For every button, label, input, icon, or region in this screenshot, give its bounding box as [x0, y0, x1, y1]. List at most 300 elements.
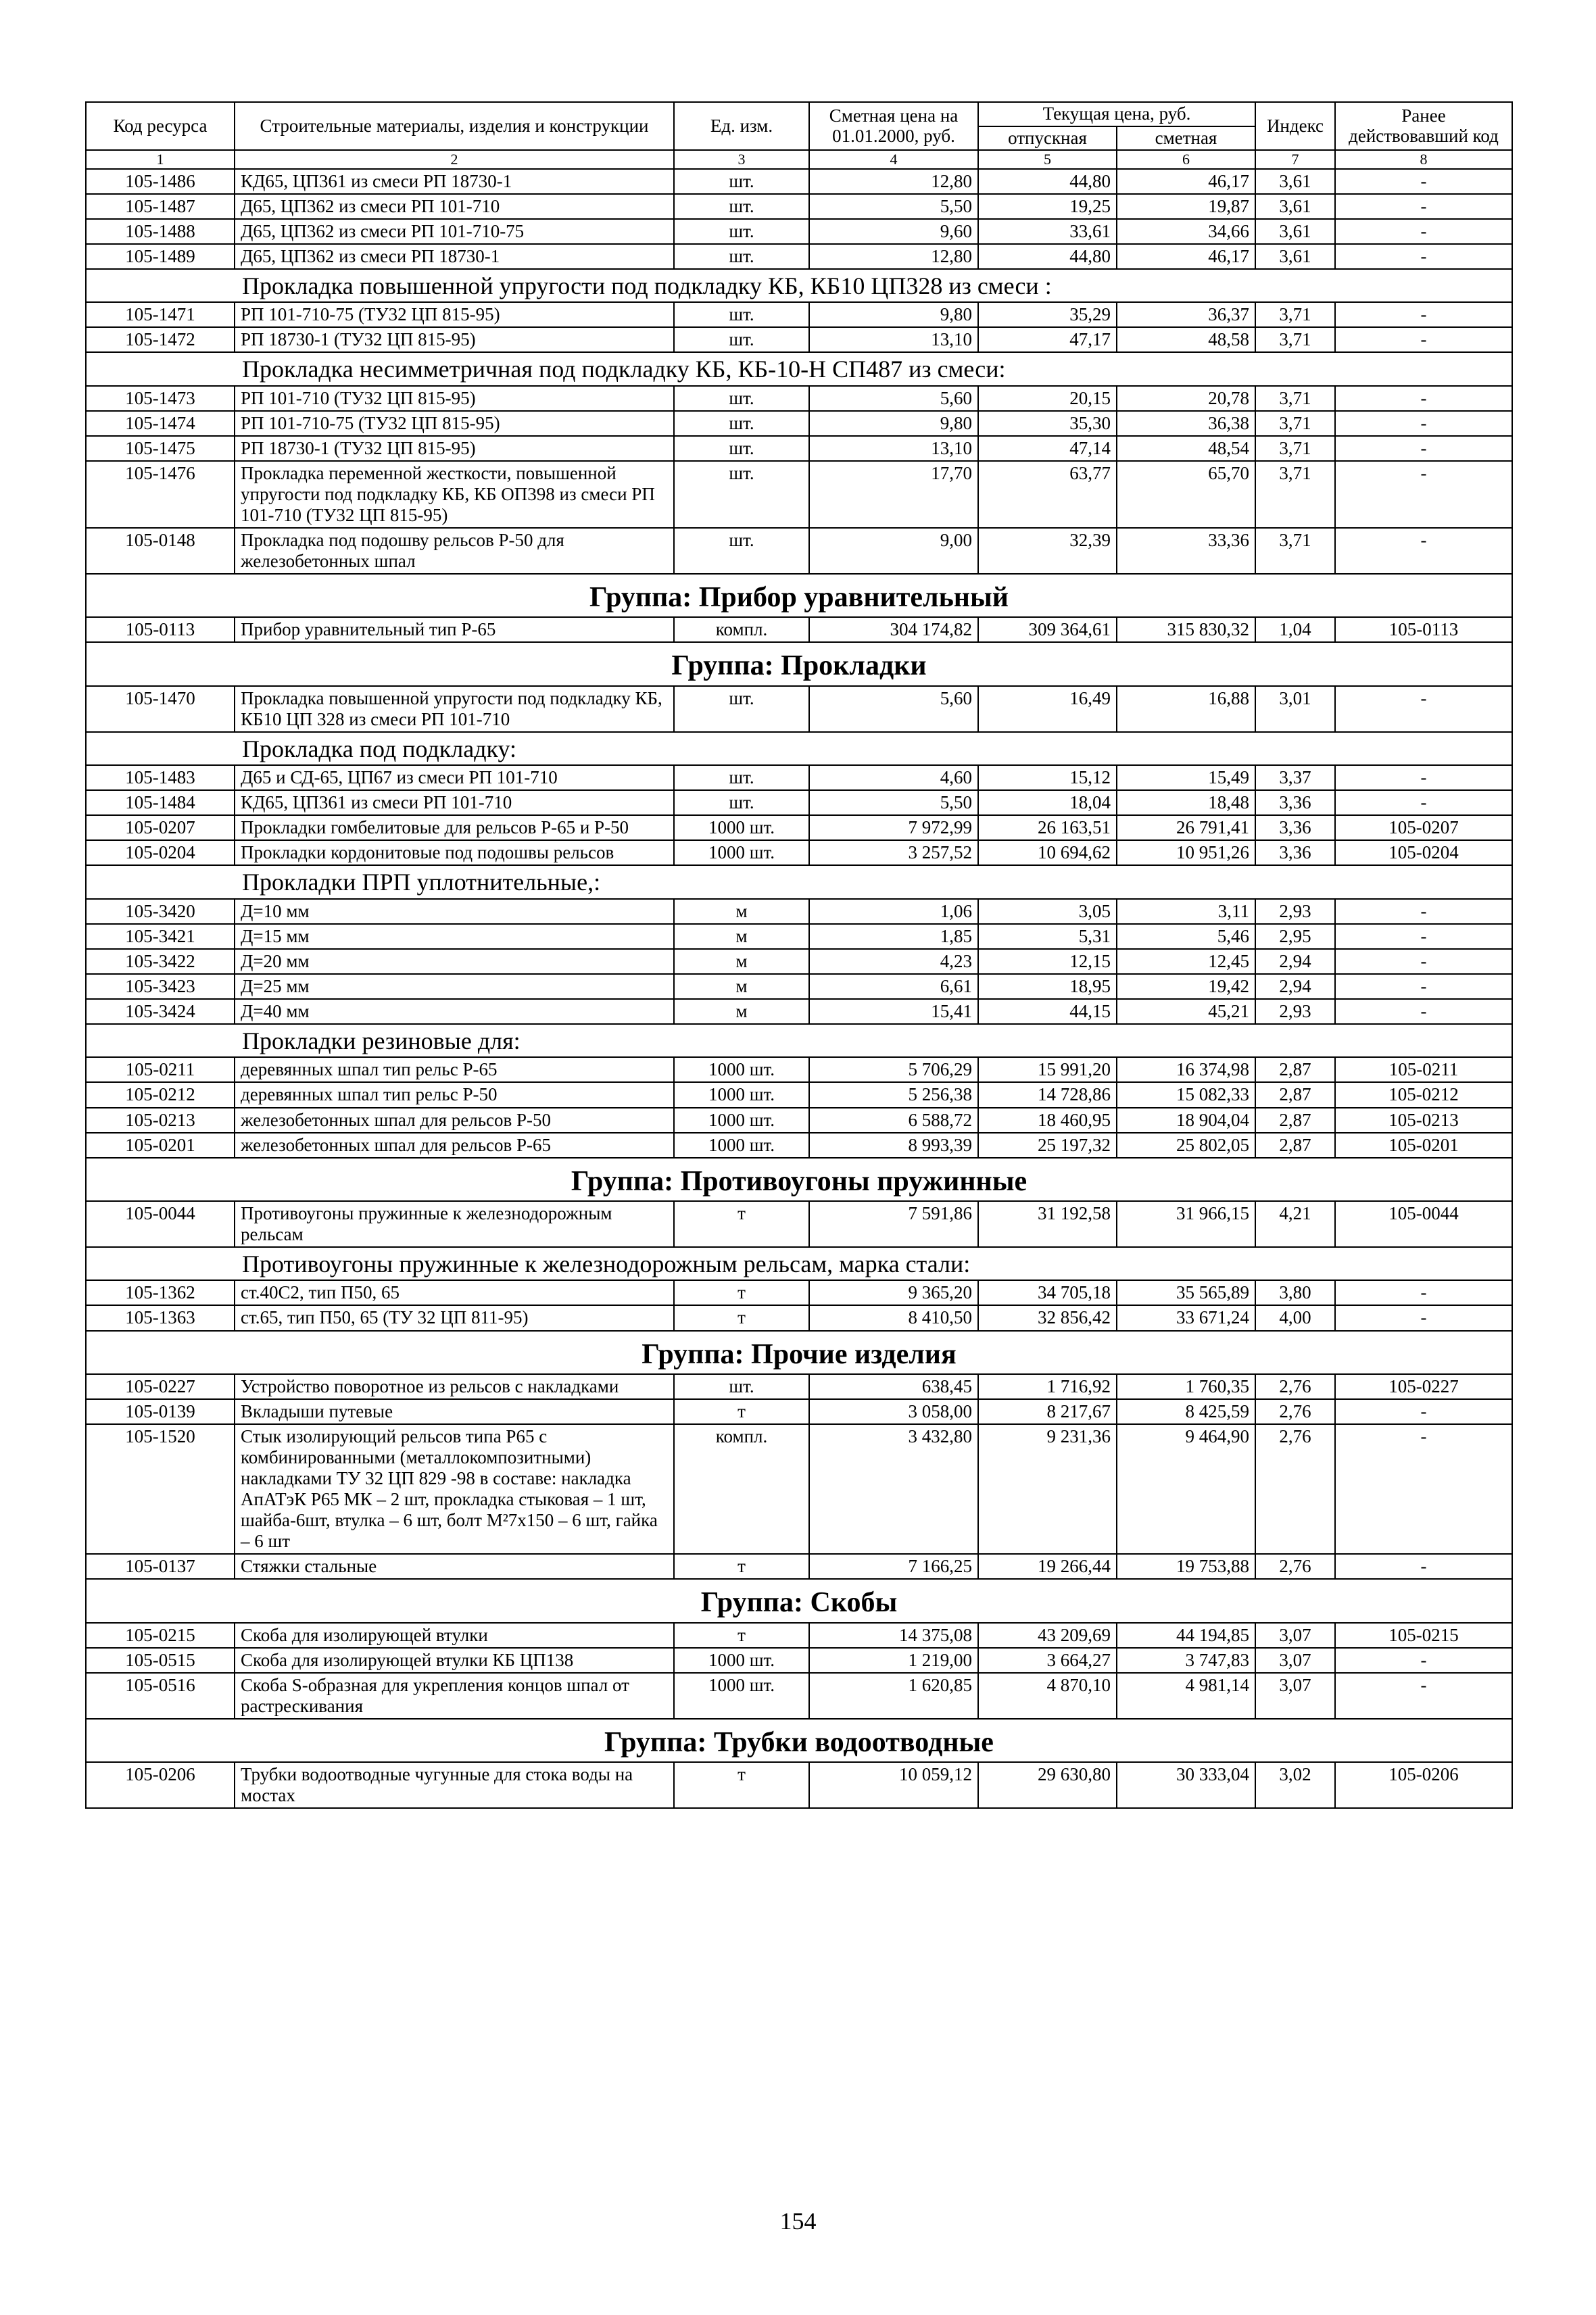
material-name-cell: РП 101-710 (ТУ32 ЦП 815-95)	[235, 386, 674, 411]
price-index-cell: 2,93	[1255, 899, 1335, 924]
release-price-cell: 16,49	[978, 686, 1117, 732]
price-index-cell: 3,71	[1255, 436, 1335, 461]
previous-code-cell: 105-0227	[1335, 1374, 1512, 1399]
base-price-cell: 14 375,08	[809, 1623, 978, 1648]
base-price-cell: 13,10	[809, 327, 978, 352]
material-name-cell: Вкладыши путевые	[235, 1399, 674, 1424]
subgroup-heading-row	[86, 269, 1512, 302]
material-name-cell: Д65 и СД-65, ЦП67 из смеси РП 101-710	[235, 765, 674, 790]
previous-code-cell: -	[1335, 999, 1512, 1024]
table-row	[86, 1762, 1512, 1808]
subgroup-heading: Прокладка под подкладку:	[86, 732, 1512, 765]
group-heading: Группа: Трубки водоотводные	[86, 1719, 1512, 1762]
release-price-cell: 47,14	[978, 436, 1117, 461]
material-name-cell: Д=40 мм	[235, 999, 674, 1024]
estimate-price-cell: 16 374,98	[1117, 1057, 1255, 1082]
release-price-cell: 18 460,95	[978, 1108, 1117, 1133]
table-row	[86, 1082, 1512, 1107]
unit-cell: компл.	[674, 1424, 809, 1554]
table-row	[86, 974, 1512, 999]
resource-code-cell: 105-1489	[86, 244, 235, 269]
base-price-cell: 638,45	[809, 1374, 978, 1399]
price-index-cell: 2,87	[1255, 1082, 1335, 1107]
unit-cell: шт.	[674, 302, 809, 327]
table-row	[86, 528, 1512, 574]
price-index-cell: 3,80	[1255, 1280, 1335, 1305]
resource-code-cell: 105-0201	[86, 1133, 235, 1158]
material-name-cell: железобетонных шпал для рельсов Р-50	[235, 1108, 674, 1133]
estimate-price-cell: 46,17	[1117, 169, 1255, 194]
unit-cell: шт.	[674, 790, 809, 815]
page-number: 154	[779, 2208, 817, 2235]
subgroup-heading: Прокладка повышенной упругости под подкладку КБ, КБ10 ЦП328 из смеси :	[86, 269, 1512, 302]
base-price-cell: 5,60	[809, 386, 978, 411]
material-name-cell: Стык изолирующий рельсов типа Р65 с комбинированными (металлокомпозитными) накладками ТУ 32 ЦП 829 -98 в составе: накладка АпАТэК Р65 МК – 2 шт, прокладка стыковая – 1 шт, шайба-6шт, втулка – 6 шт, болт М²7х150 – 6 шт, гайка – 6 шт	[235, 1424, 674, 1554]
group-heading: Группа: Прочие изделия	[86, 1331, 1512, 1374]
previous-code-cell: -	[1335, 1305, 1512, 1330]
col-number: 7	[1255, 150, 1335, 168]
base-price-cell: 304 174,82	[809, 617, 978, 642]
group-heading: Группа: Скобы	[86, 1579, 1512, 1622]
previous-code-cell: -	[1335, 1399, 1512, 1424]
subgroup-heading: Прокладка несимметричная под подкладку КБ, КБ-10-Н СП487 из смеси:	[86, 352, 1512, 385]
price-index-cell: 3,61	[1255, 244, 1335, 269]
estimate-price-cell: 46,17	[1117, 244, 1255, 269]
table-row	[86, 790, 1512, 815]
price-index-cell: 2,76	[1255, 1424, 1335, 1554]
col-number: 6	[1117, 150, 1255, 168]
price-index-cell: 3,36	[1255, 815, 1335, 840]
col-name-header: Строительные материалы, изделия и конструкции	[235, 102, 674, 150]
base-price-cell: 9,60	[809, 219, 978, 244]
table-row	[86, 924, 1512, 949]
resource-code-cell: 105-1486	[86, 169, 235, 194]
price-table	[85, 101, 1513, 1809]
unit-cell: шт.	[674, 528, 809, 574]
material-name-cell: РП 18730-1 (ТУ32 ЦП 815-95)	[235, 436, 674, 461]
unit-cell: шт.	[674, 461, 809, 528]
release-price-cell: 44,80	[978, 244, 1117, 269]
unit-cell: шт.	[674, 219, 809, 244]
resource-code-cell: 105-1473	[86, 386, 235, 411]
resource-code-cell: 105-1476	[86, 461, 235, 528]
table-row	[86, 1648, 1512, 1673]
material-name-cell: Скоба для изолирующей втулки КБ ЦП138	[235, 1648, 674, 1673]
col-number: 5	[978, 150, 1117, 168]
unit-cell: шт.	[674, 386, 809, 411]
unit-cell: т	[674, 1554, 809, 1579]
base-price-cell: 13,10	[809, 436, 978, 461]
previous-code-cell: -	[1335, 302, 1512, 327]
resource-code-cell: 105-0204	[86, 840, 235, 865]
base-price-cell: 9 365,20	[809, 1280, 978, 1305]
release-price-cell: 43 209,69	[978, 1623, 1117, 1648]
release-price-cell: 9 231,36	[978, 1424, 1117, 1554]
base-price-cell: 5,50	[809, 790, 978, 815]
estimate-price-cell: 15 082,33	[1117, 1082, 1255, 1107]
price-index-cell: 2,94	[1255, 974, 1335, 999]
unit-cell: 1000 шт.	[674, 815, 809, 840]
subgroup-heading-row	[86, 352, 1512, 385]
resource-code-cell: 105-1475	[86, 436, 235, 461]
estimate-price-cell: 18 904,04	[1117, 1108, 1255, 1133]
estimate-price-cell: 1 760,35	[1117, 1374, 1255, 1399]
base-price-cell: 17,70	[809, 461, 978, 528]
release-price-cell: 19,25	[978, 194, 1117, 219]
table-row	[86, 1133, 1512, 1158]
base-price-cell: 1,85	[809, 924, 978, 949]
material-name-cell: ст.65, тип П50, 65 (ТУ 32 ЦП 811-95)	[235, 1305, 674, 1330]
previous-code-cell: -	[1335, 1424, 1512, 1554]
resource-code-cell: 105-1520	[86, 1424, 235, 1554]
table-row	[86, 1673, 1512, 1719]
col-code-header: Код ресурса	[86, 102, 235, 150]
previous-code-cell: 105-0207	[1335, 815, 1512, 840]
release-price-cell: 12,15	[978, 949, 1117, 974]
table-row	[86, 302, 1512, 327]
material-name-cell: деревянных шпал тип рельс Р-50	[235, 1082, 674, 1107]
release-price-cell: 32,39	[978, 528, 1117, 574]
header-row	[86, 102, 1512, 126]
material-name-cell: Прокладка повышенной упругости под подкладку КБ, КБ10 ЦП 328 из смеси РП 101-710	[235, 686, 674, 732]
subgroup-heading-row	[86, 865, 1512, 898]
price-index-cell: 3,36	[1255, 840, 1335, 865]
base-price-cell: 7 166,25	[809, 1554, 978, 1579]
estimate-price-cell: 30 333,04	[1117, 1762, 1255, 1808]
release-price-cell: 35,30	[978, 411, 1117, 436]
material-name-cell: РП 101-710-75 (ТУ32 ЦП 815-95)	[235, 302, 674, 327]
col-index-header: Индекс	[1255, 102, 1335, 150]
estimate-price-cell: 35 565,89	[1117, 1280, 1255, 1305]
resource-code-cell: 105-3420	[86, 899, 235, 924]
release-price-cell: 29 630,80	[978, 1762, 1117, 1808]
base-price-cell: 7 591,86	[809, 1201, 978, 1247]
estimate-price-cell: 20,78	[1117, 386, 1255, 411]
material-name-cell: Д65, ЦП362 из смеси РП 18730-1	[235, 244, 674, 269]
unit-cell: т	[674, 1280, 809, 1305]
price-index-cell: 2,76	[1255, 1554, 1335, 1579]
material-name-cell: ст.40С2, тип П50, 65	[235, 1280, 674, 1305]
previous-code-cell: 105-0215	[1335, 1623, 1512, 1648]
unit-cell: м	[674, 974, 809, 999]
table-row	[86, 1057, 1512, 1082]
material-name-cell: Прокладка переменной жесткости, повышенной упругости под подкладку КБ, КБ ОП398 из смеси РП 101-710 (ТУ32 ЦП 815-95)	[235, 461, 674, 528]
estimate-price-cell: 8 425,59	[1117, 1399, 1255, 1424]
base-price-cell: 4,23	[809, 949, 978, 974]
material-name-cell: Д=25 мм	[235, 974, 674, 999]
resource-code-cell: 105-3423	[86, 974, 235, 999]
release-price-cell: 8 217,67	[978, 1399, 1117, 1424]
unit-cell: 1000 шт.	[674, 840, 809, 865]
resource-code-cell: 105-1484	[86, 790, 235, 815]
col-number: 8	[1335, 150, 1512, 168]
resource-code-cell: 105-1474	[86, 411, 235, 436]
price-index-cell: 3,07	[1255, 1623, 1335, 1648]
column-numbers-row	[86, 150, 1512, 168]
previous-code-cell: -	[1335, 219, 1512, 244]
previous-code-cell: -	[1335, 1648, 1512, 1673]
previous-code-cell: -	[1335, 974, 1512, 999]
release-price-cell: 47,17	[978, 327, 1117, 352]
material-name-cell: Д=10 мм	[235, 899, 674, 924]
base-price-cell: 5 256,38	[809, 1082, 978, 1107]
col-prev-code-header: Ранее действовавший код	[1335, 102, 1512, 150]
subgroup-heading-row	[86, 1247, 1512, 1280]
resource-code-cell: 105-3424	[86, 999, 235, 1024]
resource-code-cell: 105-0139	[86, 1399, 235, 1424]
table-row	[86, 840, 1512, 865]
unit-cell: 1000 шт.	[674, 1057, 809, 1082]
estimate-price-cell: 19 753,88	[1117, 1554, 1255, 1579]
table-row	[86, 617, 1512, 642]
release-price-cell: 44,15	[978, 999, 1117, 1024]
table-row	[86, 999, 1512, 1024]
price-index-cell: 2,94	[1255, 949, 1335, 974]
unit-cell: шт.	[674, 1374, 809, 1399]
estimate-price-cell: 18,48	[1117, 790, 1255, 815]
base-price-cell: 9,80	[809, 302, 978, 327]
price-index-cell: 3,71	[1255, 327, 1335, 352]
previous-code-cell: -	[1335, 194, 1512, 219]
price-index-cell: 4,00	[1255, 1305, 1335, 1330]
unit-cell: 1000 шт.	[674, 1082, 809, 1107]
release-price-cell: 5,31	[978, 924, 1117, 949]
unit-cell: т	[674, 1399, 809, 1424]
base-price-cell: 4,60	[809, 765, 978, 790]
estimate-price-cell: 33,36	[1117, 528, 1255, 574]
base-price-cell: 1 620,85	[809, 1673, 978, 1719]
previous-code-cell: -	[1335, 386, 1512, 411]
resource-code-cell: 105-1470	[86, 686, 235, 732]
previous-code-cell: -	[1335, 924, 1512, 949]
price-index-cell: 3,07	[1255, 1648, 1335, 1673]
resource-code-cell: 105-0213	[86, 1108, 235, 1133]
col-number: 2	[235, 150, 674, 168]
base-price-cell: 10 059,12	[809, 1762, 978, 1808]
table-row	[86, 1399, 1512, 1424]
release-price-cell: 15 991,20	[978, 1057, 1117, 1082]
base-price-cell: 6,61	[809, 974, 978, 999]
estimate-price-cell: 3 747,83	[1117, 1648, 1255, 1673]
table-row	[86, 899, 1512, 924]
previous-code-cell: -	[1335, 899, 1512, 924]
price-index-cell: 3,71	[1255, 528, 1335, 574]
price-index-cell: 3,71	[1255, 302, 1335, 327]
estimate-price-cell: 3,11	[1117, 899, 1255, 924]
price-index-cell: 3,71	[1255, 386, 1335, 411]
table-row	[86, 169, 1512, 194]
resource-code-cell: 105-0515	[86, 1648, 235, 1673]
previous-code-cell: -	[1335, 244, 1512, 269]
col-unit-header: Ед. изм.	[674, 102, 809, 150]
previous-code-cell: -	[1335, 1554, 1512, 1579]
unit-cell: 1000 шт.	[674, 1133, 809, 1158]
col-estimate-price-header: сметная	[1117, 126, 1255, 151]
material-name-cell: Стяжки стальные	[235, 1554, 674, 1579]
estimate-price-cell: 31 966,15	[1117, 1201, 1255, 1247]
resource-code-cell: 105-1362	[86, 1280, 235, 1305]
previous-code-cell: -	[1335, 528, 1512, 574]
base-price-cell: 5 706,29	[809, 1057, 978, 1082]
base-price-cell: 1,06	[809, 899, 978, 924]
material-name-cell: Скоба S-образная для укрепления концов шпал от растрескивания	[235, 1673, 674, 1719]
resource-code-cell: 105-1471	[86, 302, 235, 327]
material-name-cell: Противоугоны пружинные к железнодорожным рельсам	[235, 1201, 674, 1247]
price-index-cell: 3,61	[1255, 169, 1335, 194]
resource-code-cell: 105-0137	[86, 1554, 235, 1579]
release-price-cell: 31 192,58	[978, 1201, 1117, 1247]
resource-code-cell: 105-0227	[86, 1374, 235, 1399]
table-row	[86, 1280, 1512, 1305]
estimate-price-cell: 9 464,90	[1117, 1424, 1255, 1554]
unit-cell: т	[674, 1623, 809, 1648]
resource-code-cell: 105-3422	[86, 949, 235, 974]
material-name-cell: Прибор уравнительный тип Р-65	[235, 617, 674, 642]
subgroup-heading: Прокладки резиновые для:	[86, 1024, 1512, 1057]
resource-code-cell: 105-0113	[86, 617, 235, 642]
previous-code-cell: -	[1335, 1673, 1512, 1719]
unit-cell: т	[674, 1762, 809, 1808]
resource-code-cell: 105-1487	[86, 194, 235, 219]
release-price-cell: 35,29	[978, 302, 1117, 327]
subgroup-heading: Прокладки ПРП уплотнительные,:	[86, 865, 1512, 898]
release-price-cell: 19 266,44	[978, 1554, 1117, 1579]
release-price-cell: 14 728,86	[978, 1082, 1117, 1107]
group-heading: Группа: Противоугоны пружинные	[86, 1158, 1512, 1201]
col-release-price-header: отпускная	[978, 126, 1117, 151]
release-price-cell: 44,80	[978, 169, 1117, 194]
estimate-price-cell: 36,37	[1117, 302, 1255, 327]
release-price-cell: 63,77	[978, 461, 1117, 528]
group-heading-row	[86, 642, 1512, 685]
material-name-cell: КД65, ЦП361 из смеси РП 101-710	[235, 790, 674, 815]
price-index-cell: 2,87	[1255, 1133, 1335, 1158]
previous-code-cell: 105-0212	[1335, 1082, 1512, 1107]
estimate-price-cell: 315 830,32	[1117, 617, 1255, 642]
base-price-cell: 12,80	[809, 169, 978, 194]
base-price-cell: 5,50	[809, 194, 978, 219]
material-name-cell: Д=15 мм	[235, 924, 674, 949]
table-row	[86, 411, 1512, 436]
release-price-cell: 20,15	[978, 386, 1117, 411]
release-price-cell: 309 364,61	[978, 617, 1117, 642]
table-row	[86, 461, 1512, 528]
table-row	[86, 1374, 1512, 1399]
table-row	[86, 1424, 1512, 1554]
material-name-cell: Д=20 мм	[235, 949, 674, 974]
table-row	[86, 686, 1512, 732]
resource-code-cell: 105-0516	[86, 1673, 235, 1719]
material-name-cell: Д65, ЦП362 из смеси РП 101-710-75	[235, 219, 674, 244]
unit-cell: м	[674, 924, 809, 949]
table-row	[86, 436, 1512, 461]
base-price-cell: 5,60	[809, 686, 978, 732]
unit-cell: шт.	[674, 194, 809, 219]
resource-code-cell: 105-0206	[86, 1762, 235, 1808]
group-heading-row	[86, 1331, 1512, 1374]
previous-code-cell: -	[1335, 411, 1512, 436]
estimate-price-cell: 19,87	[1117, 194, 1255, 219]
material-name-cell: Прокладки гомбелитовые для рельсов Р-65 и Р-50	[235, 815, 674, 840]
base-price-cell: 3 432,80	[809, 1424, 978, 1554]
estimate-price-cell: 16,88	[1117, 686, 1255, 732]
release-price-cell: 32 856,42	[978, 1305, 1117, 1330]
material-name-cell: КД65, ЦП361 из смеси РП 18730-1	[235, 169, 674, 194]
estimate-price-cell: 34,66	[1117, 219, 1255, 244]
estimate-price-cell: 65,70	[1117, 461, 1255, 528]
previous-code-cell: 105-0211	[1335, 1057, 1512, 1082]
previous-code-cell: -	[1335, 949, 1512, 974]
estimate-price-cell: 48,58	[1117, 327, 1255, 352]
base-price-cell: 15,41	[809, 999, 978, 1024]
estimate-price-cell: 48,54	[1117, 436, 1255, 461]
table-row	[86, 765, 1512, 790]
estimate-price-cell: 12,45	[1117, 949, 1255, 974]
price-index-cell: 3,36	[1255, 790, 1335, 815]
group-heading: Группа: Прибор уравнительный	[86, 574, 1512, 617]
previous-code-cell: -	[1335, 765, 1512, 790]
material-name-cell: РП 101-710-75 (ТУ32 ЦП 815-95)	[235, 411, 674, 436]
base-price-cell: 8 993,39	[809, 1133, 978, 1158]
unit-cell: шт.	[674, 686, 809, 732]
unit-cell: 1000 шт.	[674, 1673, 809, 1719]
table-row	[86, 1623, 1512, 1648]
estimate-price-cell: 36,38	[1117, 411, 1255, 436]
resource-code-cell: 105-1472	[86, 327, 235, 352]
unit-cell: шт.	[674, 411, 809, 436]
table-row	[86, 949, 1512, 974]
material-name-cell: деревянных шпал тип рельс Р-65	[235, 1057, 674, 1082]
material-name-cell: Прокладки кордонитовые под подошвы рельсов	[235, 840, 674, 865]
base-price-cell: 9,80	[809, 411, 978, 436]
subgroup-heading-row	[86, 732, 1512, 765]
col-number: 1	[86, 150, 235, 168]
resource-code-cell: 105-0148	[86, 528, 235, 574]
resource-code-cell: 105-1483	[86, 765, 235, 790]
release-price-cell: 3 664,27	[978, 1648, 1117, 1673]
material-name-cell: Устройство поворотное из рельсов с накладками	[235, 1374, 674, 1399]
material-name-cell: Скоба для изолирующей втулки	[235, 1623, 674, 1648]
price-index-cell: 3,01	[1255, 686, 1335, 732]
resource-code-cell: 105-0044	[86, 1201, 235, 1247]
previous-code-cell: -	[1335, 436, 1512, 461]
group-heading: Группа: Прокладки	[86, 642, 1512, 685]
previous-code-cell: -	[1335, 461, 1512, 528]
unit-cell: шт.	[674, 327, 809, 352]
material-name-cell: Д65, ЦП362 из смеси РП 101-710	[235, 194, 674, 219]
resource-code-cell: 105-1363	[86, 1305, 235, 1330]
table-row	[86, 1108, 1512, 1133]
price-index-cell: 2,95	[1255, 924, 1335, 949]
unit-cell: т	[674, 1201, 809, 1247]
base-price-cell: 6 588,72	[809, 1108, 978, 1133]
price-index-cell: 2,87	[1255, 1057, 1335, 1082]
release-price-cell: 10 694,62	[978, 840, 1117, 865]
estimate-price-cell: 26 791,41	[1117, 815, 1255, 840]
unit-cell: т	[674, 1305, 809, 1330]
base-price-cell: 1 219,00	[809, 1648, 978, 1673]
previous-code-cell: -	[1335, 169, 1512, 194]
previous-code-cell: 105-0206	[1335, 1762, 1512, 1808]
price-index-cell: 3,07	[1255, 1673, 1335, 1719]
estimate-price-cell: 15,49	[1117, 765, 1255, 790]
previous-code-cell: -	[1335, 790, 1512, 815]
table-row	[86, 815, 1512, 840]
estimate-price-cell: 4 981,14	[1117, 1673, 1255, 1719]
release-price-cell: 1 716,92	[978, 1374, 1117, 1399]
estimate-price-cell: 19,42	[1117, 974, 1255, 999]
previous-code-cell: -	[1335, 1280, 1512, 1305]
